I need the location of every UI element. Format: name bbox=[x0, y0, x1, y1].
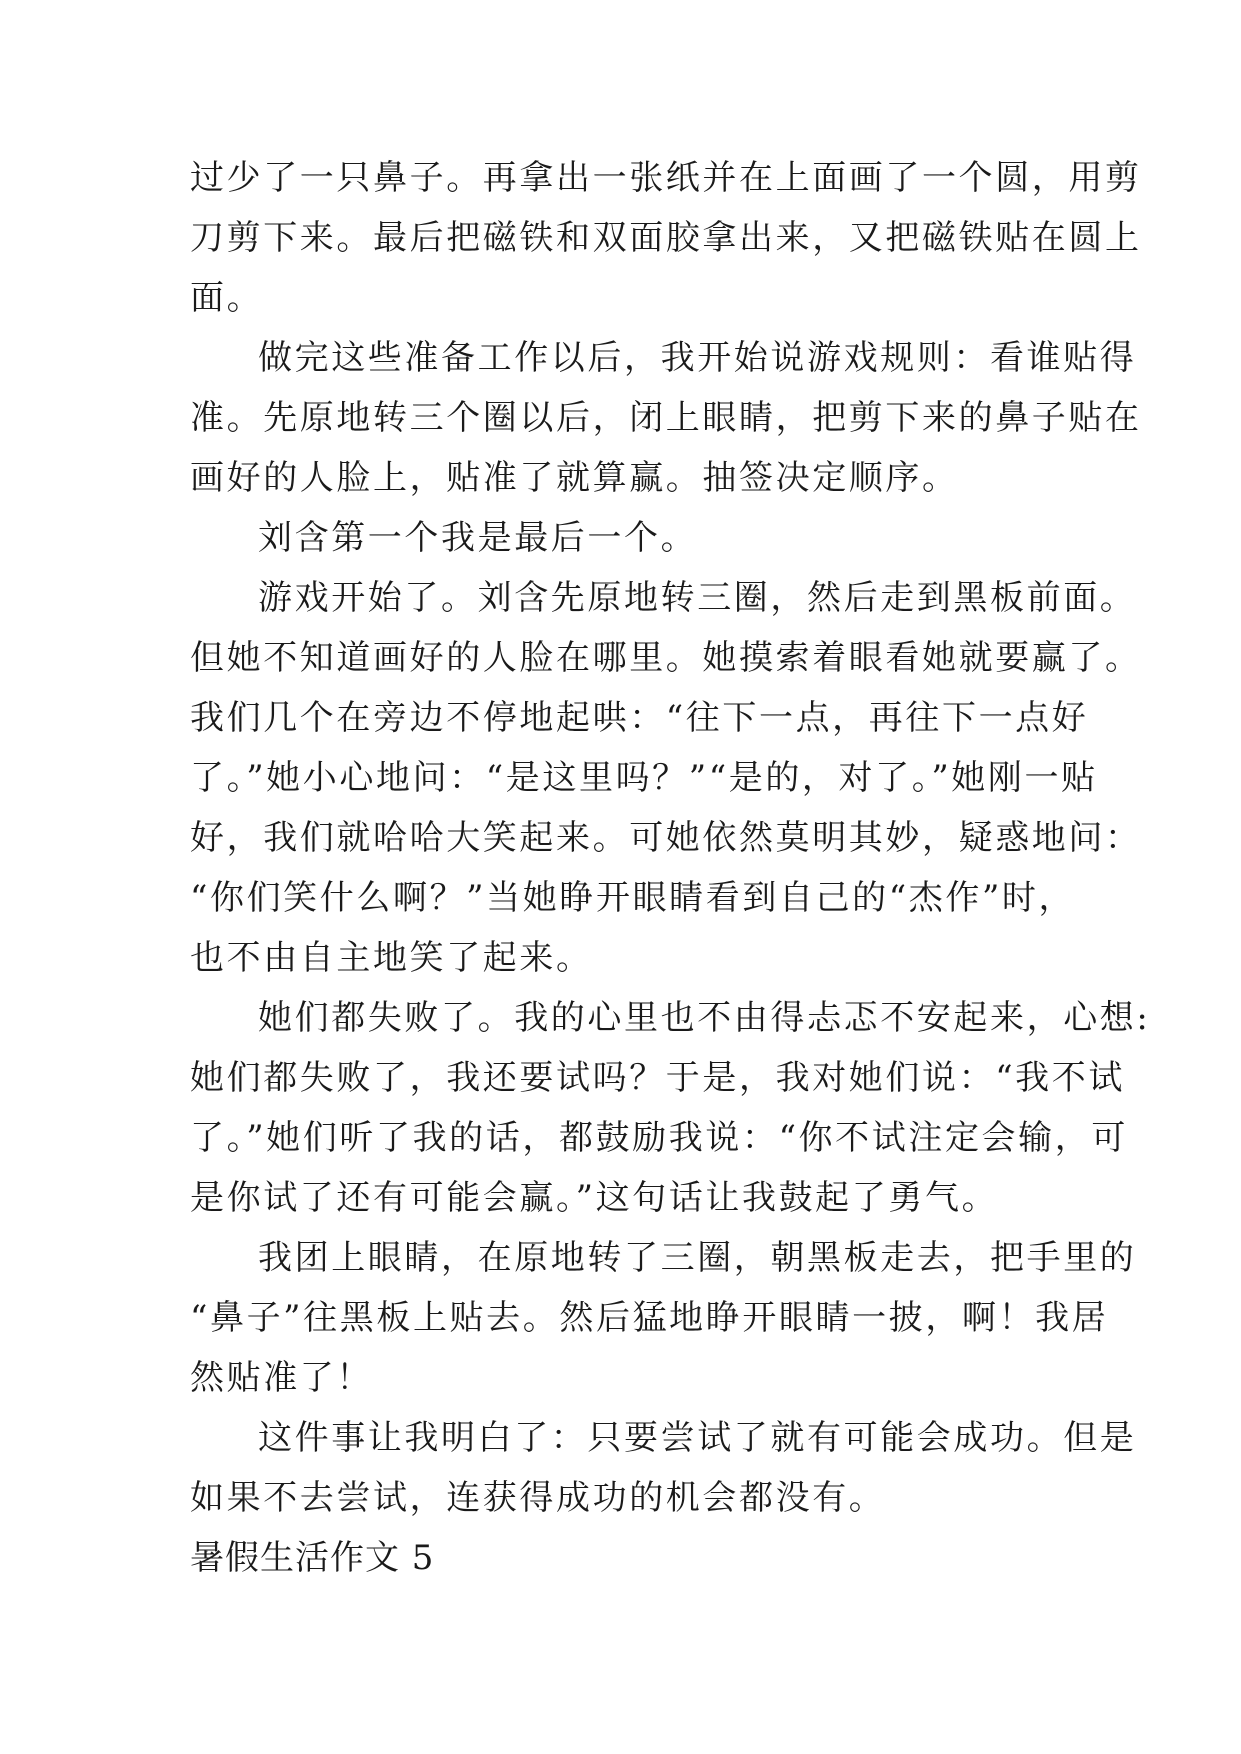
text-line: 过少了一只鼻子。再拿出一张纸并在上面画了一个圆，用剪 bbox=[190, 158, 1142, 198]
text-line: 如果不去尝试，连获得成功的机会都没有。 bbox=[190, 1478, 886, 1518]
text-line: 是你试了还有可能会赢。”这句话让我鼓起了勇气。 bbox=[190, 1178, 999, 1218]
text-line: 也不由自主地笑了起来。 bbox=[190, 938, 593, 978]
text-line: 刀剪下来。最后把磁铁和双面胶拿出来，又把磁铁贴在圆上 bbox=[190, 218, 1142, 258]
section-heading: 暑假生活作文 5 bbox=[190, 1538, 435, 1578]
text-line: 了。”她们听了我的话，都鼓励我说：“你不试注定会输，可 bbox=[190, 1118, 1128, 1158]
text-line: “鼻子”往黑板上贴去。然后猛地睁开眼睛一披，啊！我居 bbox=[190, 1298, 1109, 1338]
text-line: “你们笑什么啊？”当她睁开眼睛看到自己的“杰作”时， bbox=[190, 878, 1076, 918]
text-line: 然贴准了！ bbox=[190, 1358, 373, 1398]
text-line: 她们都失败了，我还要试吗？于是，我对她们说：“我不试 bbox=[190, 1058, 1125, 1098]
text-line: 了。”她小心地问：“是这里吗？”“是的，对了。”她刚一贴 bbox=[190, 758, 1098, 798]
paragraph-start-line: 我团上眼睛，在原地转了三圈，朝黑板走去，把手里的 bbox=[258, 1238, 1137, 1278]
text-line: 面。 bbox=[190, 278, 264, 318]
text-line: 准。先原地转三个圈以后，闭上眼睛，把剪下来的鼻子贴在 bbox=[190, 398, 1142, 438]
paragraph-start-line: 游戏开始了。刘含先原地转三圈，然后走到黑板前面。 bbox=[258, 578, 1137, 618]
paragraph-start-line: 刘含第一个我是最后一个。 bbox=[258, 518, 698, 558]
text-line: 画好的人脸上，贴准了就算赢。抽签决定顺序。 bbox=[190, 458, 959, 498]
text-line: 我们几个在旁边不停地起哄：“往下一点，再往下一点好 bbox=[190, 698, 1089, 738]
text-line: 但她不知道画好的人脸在哪里。她摸索着眼看她就要赢了。 bbox=[190, 638, 1142, 678]
paragraph-start-line: 她们都失败了。我的心里也不由得忐忑不安起来，心想: bbox=[258, 998, 1151, 1038]
paragraph-start-line: 这件事让我明白了：只要尝试了就有可能会成功。但是 bbox=[258, 1418, 1137, 1458]
text-line: 好，我们就哈哈大笑起来。可她依然莫明其妙，疑惑地问： bbox=[190, 818, 1142, 858]
paragraph-start-line: 做完这些准备工作以后，我开始说游戏规则：看谁贴得 bbox=[258, 338, 1137, 378]
essay-body bbox=[190, 148, 1151, 1588]
